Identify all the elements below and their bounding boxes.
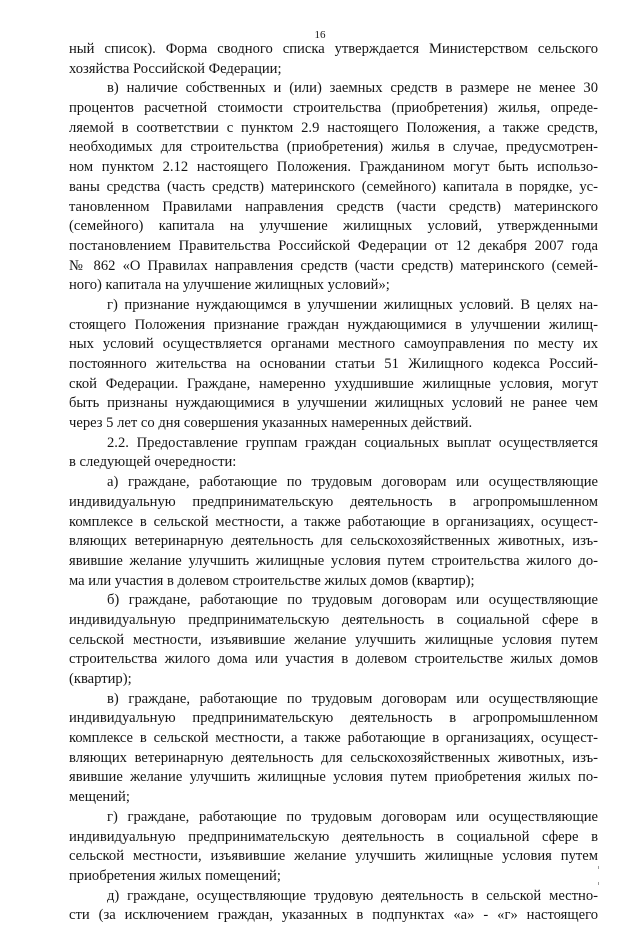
text-line: ваны средства (часть средств) материнского (семейного) капитала в порядке, ус- — [69, 178, 598, 195]
text-line: ма или участия в долевом строительстве жилых домов (квартир); — [69, 572, 475, 589]
text-line: явившие желание улучшить жилищные условия путем приобретения жилых по- — [69, 769, 598, 786]
text-line: сельской местности, изъявившие желание улучшить жилищные условия путем — [69, 631, 598, 648]
text-line: необходимых для строительства (приобретения) жилья в случае, предусмотрен- — [69, 139, 598, 156]
text-line: индивидуальную предпринимательскую деятельность в агропромышленном — [69, 493, 598, 510]
paragraph-first-line: а) граждане, работающие по трудовым договорам или осуществляющие — [107, 474, 598, 491]
text-line: (семейного) капитала на улучшение жилищных условий, утвержденными — [69, 218, 598, 235]
text-line: ных условий осуществляется органами местного самоуправления по месту их — [69, 336, 598, 353]
paragraph-first-line: 2.2. Предоставление группам граждан социальных выплат осуществляется — [107, 434, 598, 451]
scan-mark — [598, 882, 599, 885]
text-line: ской Федерации. Граждане, намеренно ухудшившие жилищные условия, могут — [69, 375, 598, 392]
text-line: явившие желание улучшить жилищные условия путем строительства жилого до- — [69, 552, 598, 569]
page-number: 16 — [314, 29, 326, 41]
text-line: комплексе в сельской местности, а также работающие в организациях, осущест- — [69, 513, 598, 530]
text-line: № 862 «О Правилах направления средств (части средств) материнского (семей- — [69, 257, 598, 274]
paragraph-first-line: д) граждане, осуществляющие трудовую деятельность в сельской местно- — [107, 887, 598, 904]
text-line: в следующей очередности: — [69, 454, 237, 471]
text-line: хозяйства Российской Федерации; — [69, 60, 282, 77]
text-line: строительства жилого дома или участия в долевом строительстве жилых домов — [69, 651, 598, 668]
text-line: индивидуальную предпринимательскую деятельность в социальной сфере в — [69, 611, 598, 628]
text-line: вляющих ветеринарную деятельность для сельскохозяйственных животных, изъ- — [69, 533, 598, 550]
text-line: через 5 лет со дня совершения указанных намеренных действий. — [69, 415, 473, 432]
text-line: индивидуальную предпринимательскую деятельность в социальной сфере в — [69, 828, 598, 845]
text-line: вляющих ветеринарную деятельность для сельскохозяйственных животных, изъ- — [69, 749, 598, 766]
document-body — [69, 40, 598, 926]
scan-mark — [598, 866, 599, 869]
text-line: постановлением Правительства Российской Федерации от 12 декабря 2007 года — [69, 237, 598, 254]
paragraph-first-line: г) граждане, работающие по трудовым договорам или осуществляющие — [107, 808, 598, 825]
text-line: ляемой в соответствии с пунктом 2.9 настоящего Положения, а также средств, — [69, 119, 598, 136]
text-line: ном пунктом 2.12 настоящего Положения. Гражданином могут быть использо- — [69, 159, 598, 176]
text-line: (квартир); — [69, 671, 132, 687]
text-line: стоящего Положения признание граждан нуждающимися в улучшении жилищ- — [69, 316, 598, 333]
paragraph-first-line: г) признание нуждающимся в улучшении жилищных условий. В целях на- — [107, 296, 598, 313]
text-line: приобретения жилых помещений; — [69, 867, 281, 884]
paragraph-first-line: в) граждане, работающие по трудовым договорам или осуществляющие — [107, 690, 598, 707]
text-line: сельской местности, изъявившие желание улучшить жилищные условия путем — [69, 848, 598, 865]
text-line: ный список). Форма сводного списка утверждается Министерством сельского — [69, 41, 598, 57]
paragraph-first-line: в) наличие собственных и (или) заемных средств в размере не менее 30 — [107, 80, 598, 97]
text-line: комплексе в сельской местности, а также работающие в организациях, осущест- — [69, 730, 598, 747]
text-line: ного) капитала на улучшение жилищных условий»; — [69, 277, 390, 294]
text-line: мещений; — [69, 789, 130, 806]
text-line: тановленном Правилами направления средств (части средств) материнского — [69, 198, 598, 215]
text-line: постоянного жительства на основании статьи 51 Жилищного кодекса Россий- — [69, 356, 598, 372]
text-line: быть признаны нуждающимися в улучшении жилищных условий не ранее чем — [69, 395, 598, 412]
text-line: сти (за исключением граждан, указанных в подпунктах «а» - «г» настоящего — [69, 907, 598, 924]
text-line: индивидуальную предпринимательскую деятельность в агропромышленном — [69, 710, 598, 727]
text-line: процентов расчетной стоимости строительства (приобретения) жилья, опреде- — [69, 100, 598, 117]
paragraph-first-line: б) граждане, работающие по трудовым договорам или осуществляющие — [107, 592, 598, 609]
